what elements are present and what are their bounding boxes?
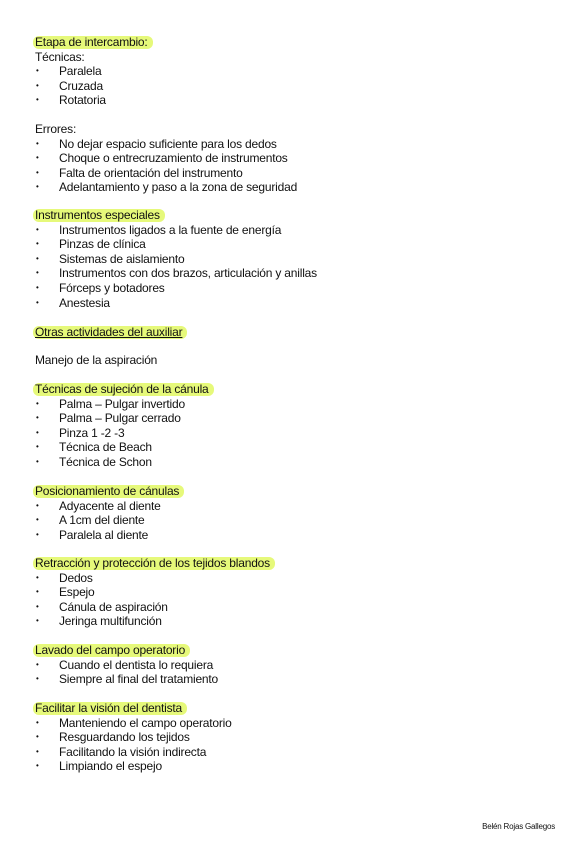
list-item: • Jeringa multifunción — [35, 614, 275, 629]
section-heading: Retracción y protección de los tejidos blandos — [33, 557, 275, 570]
section-vision — [35, 701, 232, 774]
bullet-list — [35, 64, 153, 108]
list-item: • Cánula de aspiración — [35, 600, 275, 615]
list-item: • Fórceps y botadores — [35, 281, 317, 296]
list-item: • A 1cm del diente — [35, 513, 184, 528]
list-item: • Paralela al diente — [35, 528, 184, 543]
bullet-list — [35, 223, 317, 311]
footer-author: Belén Rojas Gallegos — [482, 822, 555, 831]
list-item: • Cuando el dentista lo requiera — [35, 658, 218, 673]
list-item: • Adyacente al diente — [35, 499, 184, 514]
section-otras — [35, 325, 187, 340]
section-heading: Instrumentos especiales — [33, 209, 165, 222]
list-item: • Resguardando los tejidos — [35, 730, 232, 745]
list-item: • Técnica de Beach — [35, 440, 214, 455]
list-item: • Choque o entrecruzamiento de instrumentos — [35, 151, 297, 166]
section-heading: Técnicas de sujeción de la cánula — [33, 383, 214, 396]
list-item: • Manteniendo el campo operatorio — [35, 716, 232, 731]
section-errores — [35, 122, 297, 195]
paragraph: Manejo de la aspiración — [35, 353, 158, 367]
bullet-list — [35, 658, 218, 687]
list-item: • Instrumentos ligados a la fuente de energía — [35, 223, 317, 238]
list-item: • Palma – Pulgar invertido — [35, 397, 214, 412]
list-item: • Falta de orientación del instrumento — [35, 166, 297, 181]
section-heading: Etapa de intercambio: — [33, 36, 153, 49]
section-retraccion — [35, 556, 275, 629]
section-intercambio — [35, 35, 153, 108]
list-item: • Facilitando la visión indirecta — [35, 745, 232, 760]
list-item: • Siempre al final del tratamiento — [35, 672, 218, 687]
list-item: • Palma – Pulgar cerrado — [35, 411, 214, 426]
list-item: • Cruzada — [35, 79, 153, 94]
section-especiales — [35, 208, 317, 310]
list-item: • Dedos — [35, 571, 275, 586]
list-item: • Pinza 1 -2 -3 — [35, 426, 214, 441]
bullet-list — [35, 571, 275, 629]
section-heading: Lavado del campo operatorio — [33, 644, 190, 657]
list-item: • Sistemas de aislamiento — [35, 252, 317, 267]
list-item: • Anestesia — [35, 296, 317, 311]
section-subheading: Técnicas: — [35, 49, 85, 64]
list-item: • Adelantamiento y paso a la zona de seguridad — [35, 180, 297, 195]
list-item: • Paralela — [35, 64, 153, 79]
list-item: • No dejar espacio suficiente para los dedos — [35, 137, 297, 152]
list-item: • Pinzas de clínica — [35, 237, 317, 252]
section-sujecion — [35, 382, 214, 470]
section-heading: Errores: — [35, 122, 77, 136]
list-item: • Rotatoria — [35, 93, 153, 108]
section-heading: Posicionamiento de cánulas — [33, 485, 184, 498]
section-otras-text — [35, 353, 157, 368]
list-item: • Espejo — [35, 585, 275, 600]
section-lavado — [35, 643, 218, 687]
section-heading: Otras actividades del auxiliar — [33, 326, 187, 339]
bullet-list — [35, 716, 232, 774]
list-item: • Instrumentos con dos brazos, articulación y anillas — [35, 266, 317, 281]
bullet-list — [35, 397, 214, 470]
section-heading: Facilitar la visión del dentista — [33, 702, 187, 715]
bullet-list — [35, 137, 297, 195]
list-item: • Técnica de Schon — [35, 455, 214, 470]
section-posicionamiento — [35, 484, 184, 542]
bullet-list — [35, 499, 184, 543]
list-item: • Limpiando el espejo — [35, 759, 232, 774]
